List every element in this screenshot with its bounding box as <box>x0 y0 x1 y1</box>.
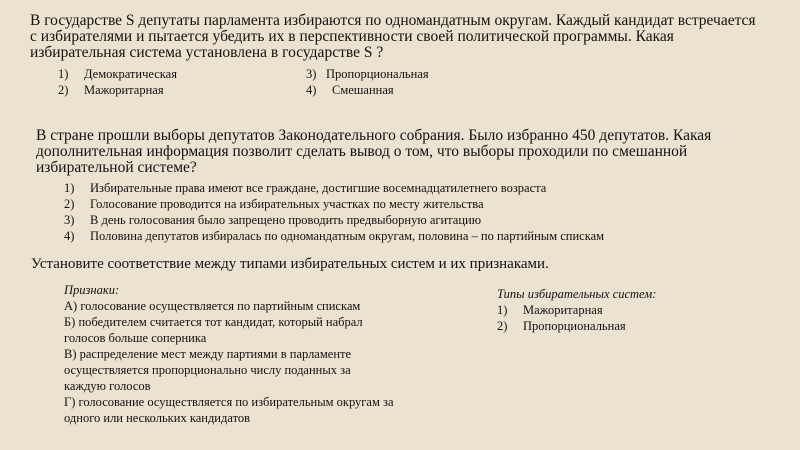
types-list <box>497 286 656 334</box>
type-1: 1) Мажоритарная <box>497 303 603 317</box>
q1-option-4: 4) Смешанная <box>306 83 394 97</box>
q1-option-1: 1) Демократическая <box>58 67 177 81</box>
question-3-text: Установите соответствие между типами избирательных систем и их признаками. <box>31 256 549 272</box>
q2-option-1: 1) Избирательные права имеют все граждане, достигшие восемнадцатилетнего возраста <box>64 181 547 195</box>
q2-option-3: 3) В день голосования было запрещено проводить предвыборную агитацию <box>64 213 482 227</box>
sign-g: Г) голосование осуществляется по избирательным округам за одного или нескольких кандидатов <box>64 395 394 425</box>
q1-option-3: 3) Пропорциональная <box>306 67 429 81</box>
question-2 <box>36 128 736 176</box>
question-3 <box>31 256 549 272</box>
sign-b: Б) победителем считается тот кандидат, который набрал голосов больше соперника <box>64 315 363 345</box>
q1-option-2: 2) Мажоритарная <box>58 83 164 97</box>
type-2: 2) Пропорциональная <box>497 319 626 333</box>
signs-list <box>64 282 424 426</box>
question-1 <box>30 13 765 61</box>
q2-option-4: 4) Половина депутатов избиралась по одномандатным округам, половина – по партийным спискам <box>64 229 605 243</box>
q2-options <box>64 180 604 244</box>
question-2-text: В стране прошли выборы депутатов Законодательного собрания. Было избранно 450 депутатов. Какая дополнительная информация позволит сделать вывод о том, что выборы проходили по смешанной избирательной системе? <box>36 127 712 176</box>
sign-v: В) распределение мест между партиями в парламенте осуществляется пропорционально числу поданных за каждую голосов <box>64 347 352 393</box>
sign-a: А) голосование осуществляется по партийным спискам <box>64 299 361 313</box>
question-1-text: В государстве S депутаты парламента избираются по одномандатным округам. Каждый кандидат встречается с избирателями и пытается убедить их в перспективности своей политической программы. Какая избирательная система установлена в государстве S ? <box>30 12 756 61</box>
types-header: Типы избирательных систем: <box>497 287 657 301</box>
signs-header: Признаки: <box>64 283 120 297</box>
q2-option-2: 2) Голосование проводится на избирательных участках по месту жительства <box>64 197 484 211</box>
